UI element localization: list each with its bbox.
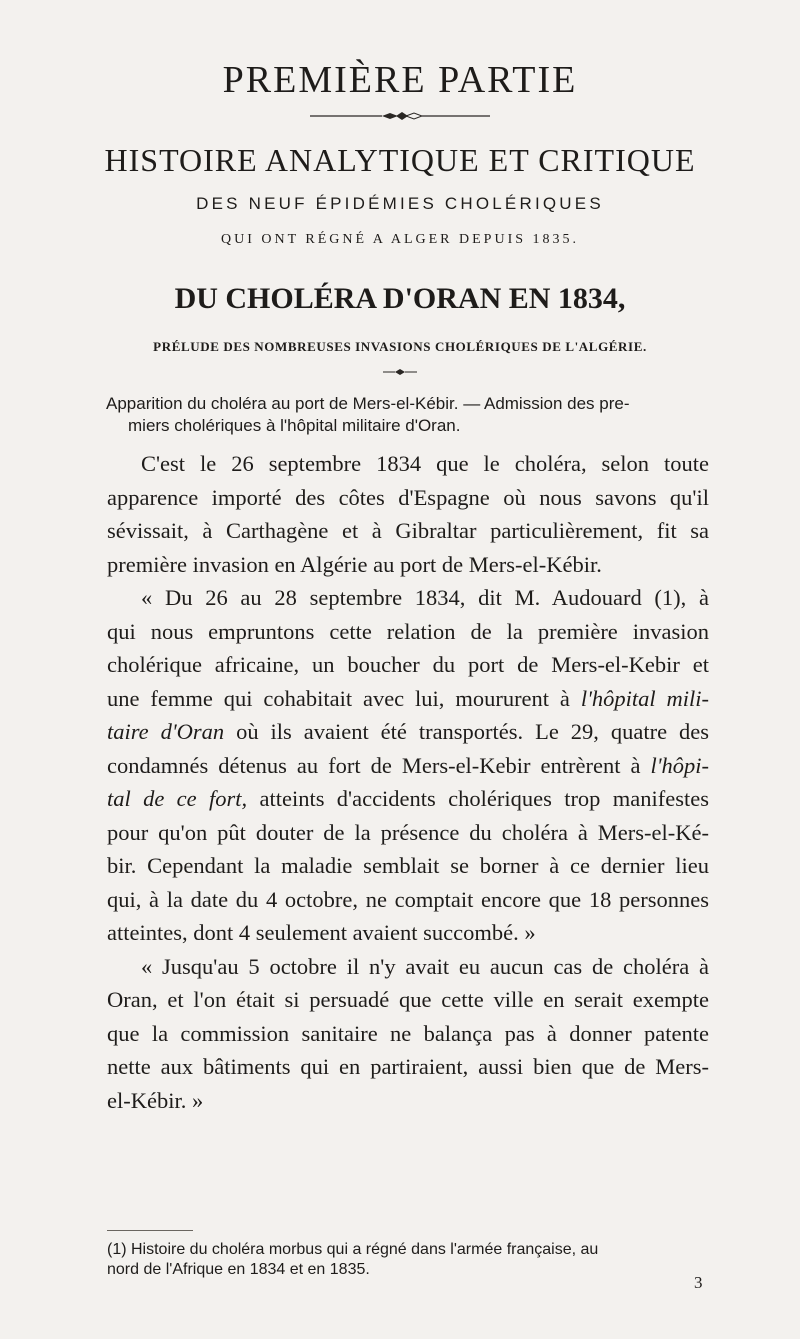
italic-segment: l'hôpital mili- — [580, 685, 710, 711]
text-line: pour qu'on pût douter de la présence du choléra à Mers-el-Ké- — [107, 819, 709, 845]
section-title: DU CHOLÉRA D'ORAN EN 1834, — [174, 282, 626, 315]
text-segment: où ils avaient été transportés. Le 29, quatre des — [224, 719, 709, 744]
text-line: qui, à la date du 4 octobre, ne comptait encore que 18 personnes — [107, 886, 709, 912]
page-number: 3 — [694, 1273, 703, 1292]
ornament-divider — [310, 111, 490, 121]
italic-segment: tal de ce fort, — [107, 786, 248, 811]
text-line: cholérique africaine, un boucher du port de Mers-el-Kebir et — [107, 652, 709, 677]
text-line — [107, 682, 709, 716]
main-title: HISTOIRE ANALYTIQUE ET CRITIQUE — [104, 142, 696, 178]
text-segment: condamnés détenus au fort de Mers-el-Kebir entrèrent à — [107, 752, 651, 778]
text-line — [107, 715, 709, 749]
text-line: atteintes, dont 4 seulement avaient succombé. » — [107, 920, 536, 945]
text-line — [107, 749, 709, 783]
summary-line: miers cholériques à l'hôpital militaire d'Oran. — [128, 416, 461, 435]
text-line: apparence importé des côtes d'Espagne où nous savons qu'il — [107, 484, 709, 510]
footnote — [107, 1240, 721, 1280]
part-title: PREMIÈRE PARTIE — [222, 59, 578, 101]
footnote-line: nord de l'Afrique en 1834 et en 1835. — [107, 1261, 370, 1278]
italic-segment: taire d'Oran — [107, 719, 225, 744]
small-ornament — [383, 368, 417, 376]
subtitle: DES NEUF ÉPIDÉMIES CHOLÉRIQUES — [196, 194, 604, 213]
text-line: C'est le 26 septembre 1834 que le choléra, selon toute — [141, 451, 709, 476]
text-line: « Du 26 au 28 septembre 1834, dit M. Audouard (1), à — [141, 585, 709, 610]
italic-segment: l'hôpi- — [650, 752, 709, 778]
body-text — [107, 447, 709, 1117]
text-line: « Jusqu'au 5 octobre il n'y avait eu aucun cas de choléra à — [141, 953, 709, 979]
text-segment: atteints d'accidents cholériques trop manifestes — [247, 786, 709, 811]
text-line: première invasion en Algérie au port de Mers-el-Kébir. — [107, 551, 602, 577]
footnote-line: (1) Histoire du choléra morbus qui a régné dans l'armée française, au — [107, 1241, 599, 1258]
footnote-rule — [107, 1230, 193, 1231]
summary-line: Apparition du choléra au port de Mers-el-Kébir. — Admission des pre- — [106, 394, 630, 413]
text-segment: une femme qui cohabitait avec lui, moururent à — [107, 685, 581, 711]
text-line: bir. Cependant la maladie semblait se borner à ce dernier lieu — [107, 853, 709, 878]
subtitle-date: QUI ONT RÉGNÉ A ALGER DEPUIS 1835. — [220, 232, 580, 247]
text-line: qui nous empruntons cette relation de la première invasion — [107, 618, 709, 644]
section-subtitle: PRÉLUDE DES NOMBREUSES INVASIONS CHOLÉRIQUES DE L'ALGÉRIE. — [153, 339, 647, 354]
text-line: sévissait, à Carthagène et à Gibraltar particulièrement, fit sa — [107, 518, 709, 543]
text-line: el-Kébir. » — [107, 1087, 204, 1113]
text-line — [107, 782, 709, 816]
text-line: que la commission sanitaire ne balança pas à donner patente — [107, 1020, 709, 1046]
text-line: Oran, et l'on était si persuadé que cette ville en serait exempte — [107, 987, 709, 1012]
text-line: nette aux bâtiments qui en partiraient, aussi bien que de Mers- — [107, 1054, 709, 1079]
chapter-summary — [106, 393, 706, 437]
